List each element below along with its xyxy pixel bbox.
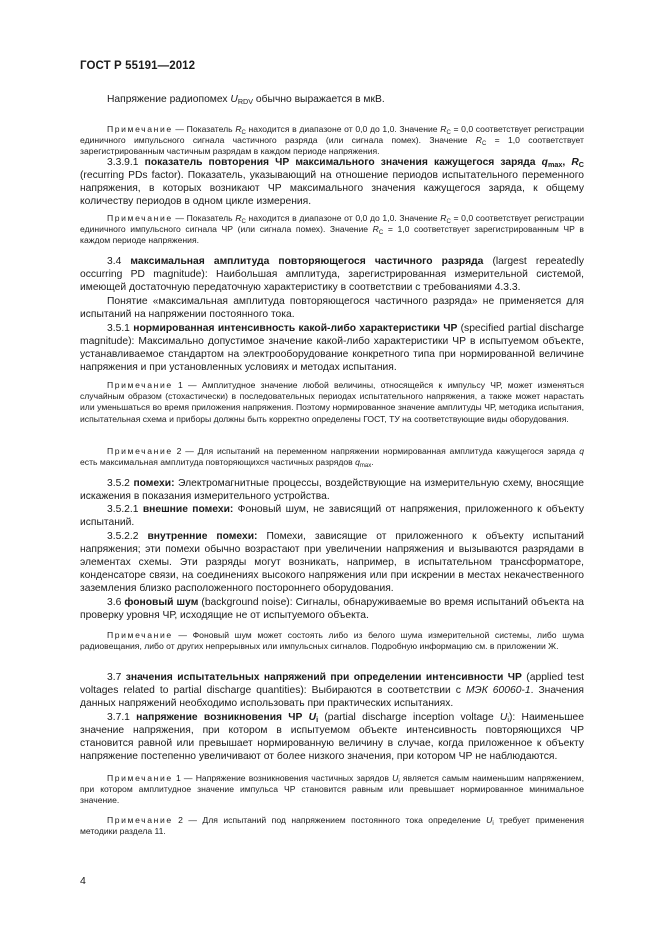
note-2-dc: Примечание 2 — Для испытаний под напряжением постоянного тока определение $U_i$ требует применения методики раздела 11. <box>80 815 584 837</box>
clause-3-7-1: 3.7.1 напряжение возникновения ЧР $U_i$ (partial discharge inception voltage $U_i$): Наименьшее значение напряжения, при котором в испытуемом объекте интенсивность повторяющихся ЧР становится равной или превышает нормированную величину в случае, когда приложенное к объекту напряжение постепенно увеличивают от более низкого значения, при котором ЧР не наблюдаются. <box>80 712 584 762</box>
note-label: Примечание <box>107 124 173 134</box>
note-label: Примечание <box>107 213 173 223</box>
note-label: Примечание <box>107 446 173 456</box>
clause-3-4: 3.4 максимальная амплитуда повторяющегося частичного разряда (largest repeatedly occurring PD magnitude): Наибольшая амплитуда, зарегистрированная измерительной системой, имеющей достаточную передаточную характеристику в соответствии с требованиями 4.3.3. <box>80 256 584 293</box>
note-label: Примечание <box>107 815 173 825</box>
note-1-inception: Примечание 1 — Напряжение возникновения частичных зарядов $U_i$ является самым наименьшим напряжением, при котором амплитудное значение импульса ЧР становится равным или превышает нормированное минимальное значение. <box>80 773 584 806</box>
note-2-ac: Примечание 2 — Для испытаний на переменном напряжении нормированная амплитуда кажущегося заряда q есть максимальная амплитуда повторяющихся частичных разрядов $q_{max}$. <box>80 446 584 470</box>
note-background-noise: Примечание — Фоновый шум может состоять либо из белого шума измерительной системы, либо шума радиовещания, либо от других непрерывных или импульсных сигналов. Подробную информацию см. в приложении Ж. <box>80 630 584 652</box>
clause-3-5-1: 3.5.1 нормированная интенсивность какой-либо характеристики ЧР (specified partial discharge magnitude): Максимально допустимое значение какой-либо характеристики ЧР в испытуемом объекте, устанавливаемое стандартом на электрооборудование конкретного типа при нормированной величине напряжения и при установленных условиях и методах испытания. <box>80 323 585 373</box>
clause-3-3-9-1: 3.3.9.1 показатель повторения ЧР максимального значения кажущегося заряда $q_{max}$, $R_C$ (recurring PDs factor). Показатель, указывающий на отношение периодов испытательного переменного напряжения, в которых возникают ЧР максимального значения кажущегося заряда, к общему количеству периодов в одном цикле измерения. <box>80 157 584 207</box>
note-1-amplitude: Примечание 1 — Амплитудное значение любой величины, относящейся к импульсу ЧР, может изменяться случайным образом (стохастически) в последовательных периодах испытательного напряжения, а также может нарастать или уменьшаться во время приложения напряжения. Поэтому нормированное значение амплитуды ЧР, методика испытания, испытательная схема и приборы должны быть корректно определены ГОСТ, ТУ на соответствующие виды оборудования. <box>80 380 584 424</box>
clause-3-7: 3.7 значения испытательных напряжений при определении интенсивности ЧР (applied test voltages related to partial discharge quantities): Выбираются в соответствии с МЭК 60060-1. Значения данных напряжений необходимо использовать при практических испытаниях. <box>80 672 584 709</box>
paragraph-dc-note: Понятие «максимальная амплитуда повторяющегося частичного разряда» не применяется для испытаний на напряжении постоянного тока. <box>80 296 584 320</box>
reference-iec: МЭК 60060-1 <box>465 684 531 696</box>
note-rc-2: Примечание — Показатель $R_C$ находится в диапазоне от 0,0 до 1,0. Значение $R_C = 0,0$ соответствует регистрации единичного импульсного сигнала ЧР (или сигнала помех). Значение $R_C = 1,0$ соответствует зарегистрированным ЧР в каждом периоде напряжения. <box>80 213 585 246</box>
note-label: Примечание <box>107 380 173 390</box>
clause-3-5-2-2: 3.5.2.2 внутренние помехи: Помехи, зависящие от приложенного к объекту испытаний напряжения; эти помехи обычно возрастают при увеличении напряжения и вызываются разрядами в элементах схемы. Эти разряды могут возникать, например, в испытательном трансформаторе, конденсаторе связи, на соединениях высокого напряжения или при искрении в местах некачественного заземления близко расположенного постороннего оборудования. <box>80 531 584 594</box>
document-header: ГОСТ Р 55191—2012 <box>80 60 196 72</box>
clause-3-5-2: 3.5.2 помехи: Электромагнитные процессы, воздействующие на измерительную схему, вносящие искажения в показания измерительного устройства. <box>80 478 584 502</box>
clause-3-5-2-1: 3.5.2.1 внешние помехи: Фоновый шум, не зависящий от напряжения, приложенного к объекту испытаний. <box>80 504 585 528</box>
note-label: Примечание <box>107 773 173 783</box>
note-rc-1: Примечание — Показатель $R_C$ находится в диапазоне от 0,0 до 1,0. Значение $R_C = 0,0$ соответствует регистрации единичного импульсного сигнала частичного разряда (или сигнала помех). Значение $R_C = 1,0$ соответствует зарегистрированным частичным разрядам в каждом периоде напряжения. <box>80 124 584 157</box>
note-label: Примечание <box>107 630 173 640</box>
page-number: 4 <box>80 875 86 887</box>
clause-3-6: 3.6 фоновый шум (background noise): Сигналы, обнаруживаемые во время испытаний объекта на проверку уровня ЧР, исходящие не от испытуемого объекта. <box>80 597 584 621</box>
paragraph-rdv: Напряжение радиопомех $U_{RDV}$ обычно выражается в мкВ. <box>107 94 385 106</box>
